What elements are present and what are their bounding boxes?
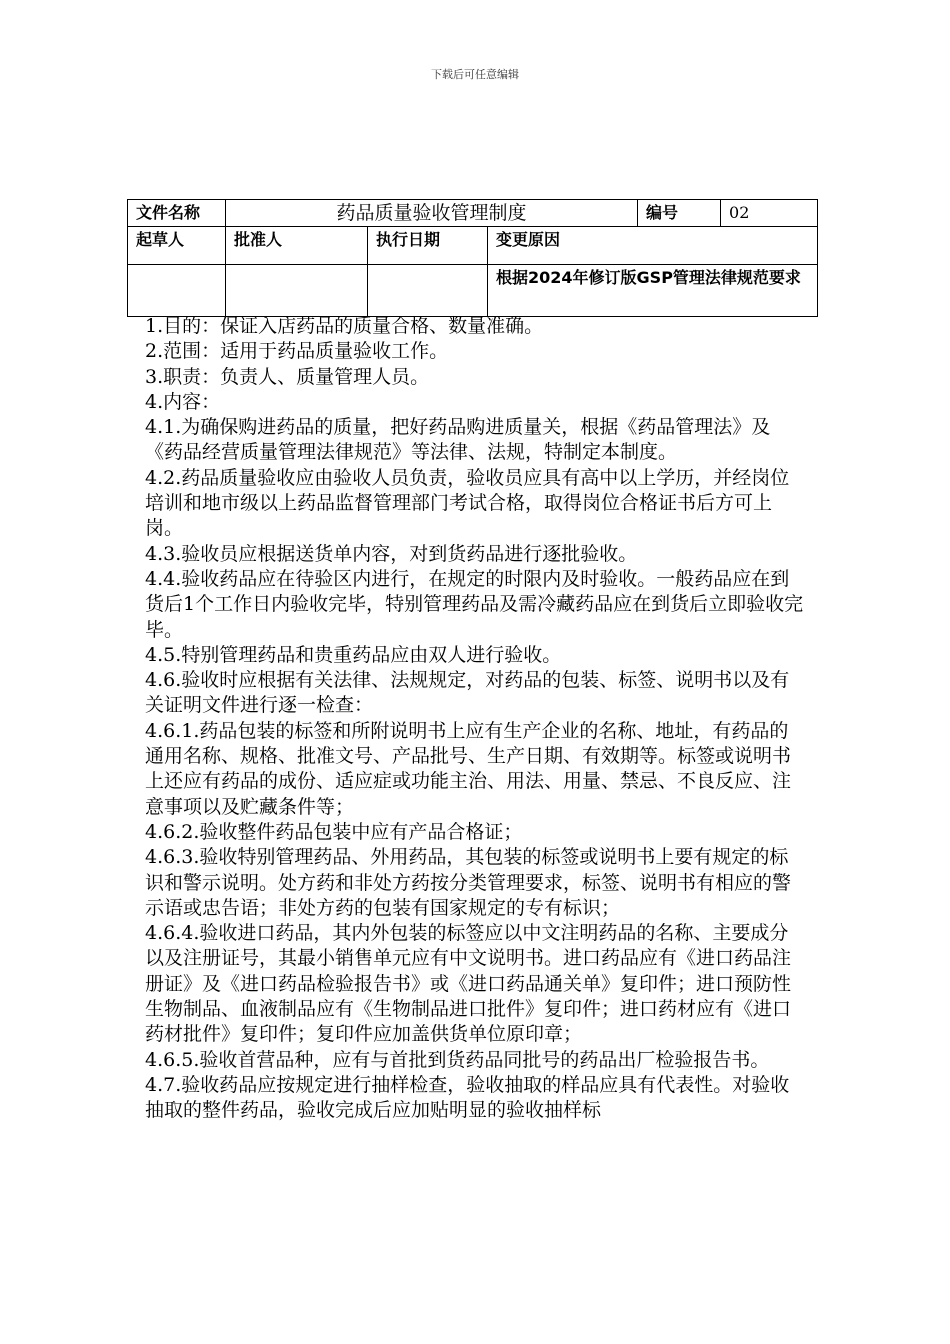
- paragraph: 4.6.验收时应根据有关法律、法规规定，对药品的包装、标签、说明书以及有关证明文件进行逐一检查：: [145, 669, 790, 717]
- paragraph: 4.6.1.药品包装的标签和所附说明书上应有生产企业的名称、地址，有药品的通用名称、规格、批准文号、产品批号、生产日期、有效期等。标签或说明书上还应有药品的成份、适应症或功能主治、用法、用量、禁忌、不良反应、注意事项以及贮藏条件等；: [145, 719, 792, 818]
- exec-date-value: [368, 265, 488, 317]
- paragraph: 1.目的：保证入店药品的质量合格、数量准确。: [145, 315, 544, 337]
- document-title: 药品质量验收管理制度: [226, 200, 638, 227]
- drafter-label: 起草人: [128, 227, 226, 265]
- paragraph: 2.范围：适用于药品质量验收工作。: [145, 340, 449, 363]
- paragraph: 4.1.为确保购进药品的质量，把好药品购进质量关，根据《药品管理法》及《药品经营质量管理法律规范》等法律、法规，特制定本制度。: [145, 416, 771, 464]
- change-reason-label: 变更原因: [488, 227, 818, 265]
- paragraph: 4.3.验收员应根据送货单内容，对到货药品进行逐批验收。: [145, 542, 638, 565]
- paragraph: 4.6.4.验收进口药品，其内外包装的标签应以中文注明药品的名称、主要成分以及注册证号，其最小销售单元应有中文说明书。进口药品应有《进口药品注册证》及《进口药品检验报告书》或《进口药品通关单》复印件；进口预防性生物制品、血液制品应有《生物制品进口批件》复印件；进口药材应有《进口药材批件》复印件；复印件应加盖供货单位原印章；: [145, 922, 792, 1046]
- file-name-label: 文件名称: [128, 200, 226, 227]
- paragraph: 4.5.特别管理药品和贵重药品应由双人进行验收。: [145, 643, 562, 666]
- drafter-value: [128, 265, 226, 317]
- exec-date-label: 执行日期: [368, 227, 488, 265]
- paragraph: 4.2.药品质量验收应由验收人员负责，验收员应具有高中以上学历，并经岗位培训和地市级以上药品监督管理部门考试合格，取得岗位合格证书后方可上岗。: [145, 466, 790, 540]
- number-label: 编号: [638, 200, 721, 227]
- paragraph: 4.7.验收药品应按规定进行抽样检查，验收抽取的样品应具有代表性。对验收抽取的整件药品，验收完成后应加贴明显的验收抽样标: [145, 1073, 790, 1122]
- change-reason-value: 根据2024年修订版GSP管理法律规范要求: [488, 265, 818, 317]
- paragraph: 4.内容：: [145, 390, 221, 413]
- paragraph: 4.4.验收药品应在待验区内进行，在规定的时限内及时验收。一般药品应在到货后1个工作日内验收完毕，特别管理药品及需冷藏药品应在到货后立即验收完毕。: [145, 567, 804, 641]
- approver-label: 批准人: [226, 227, 368, 265]
- paragraph: 4.6.5.验收首营品种，应有与首批到货药品同批号的药品出厂检验报告书。: [145, 1048, 770, 1071]
- document-info-table: [127, 199, 818, 317]
- header-note: 下载后可任意编辑: [431, 68, 519, 81]
- paragraph: 4.6.2.验收整件药品包装中应有产品合格证；: [145, 820, 523, 843]
- paragraph: 4.6.3.验收特别管理药品、外用药品，其包装的标签或说明书上要有规定的标识和警示说明。处方药和非处方药按分类管理要求，标签、说明书有相应的警示语或忠告语；非处方药的包装有国家规定的专有标识；: [145, 846, 792, 919]
- approver-value: [226, 265, 368, 317]
- document-body: [145, 314, 805, 1124]
- number-value: 02: [721, 200, 818, 227]
- paragraph: 3.职责：负责人、质量管理人员。: [145, 365, 430, 388]
